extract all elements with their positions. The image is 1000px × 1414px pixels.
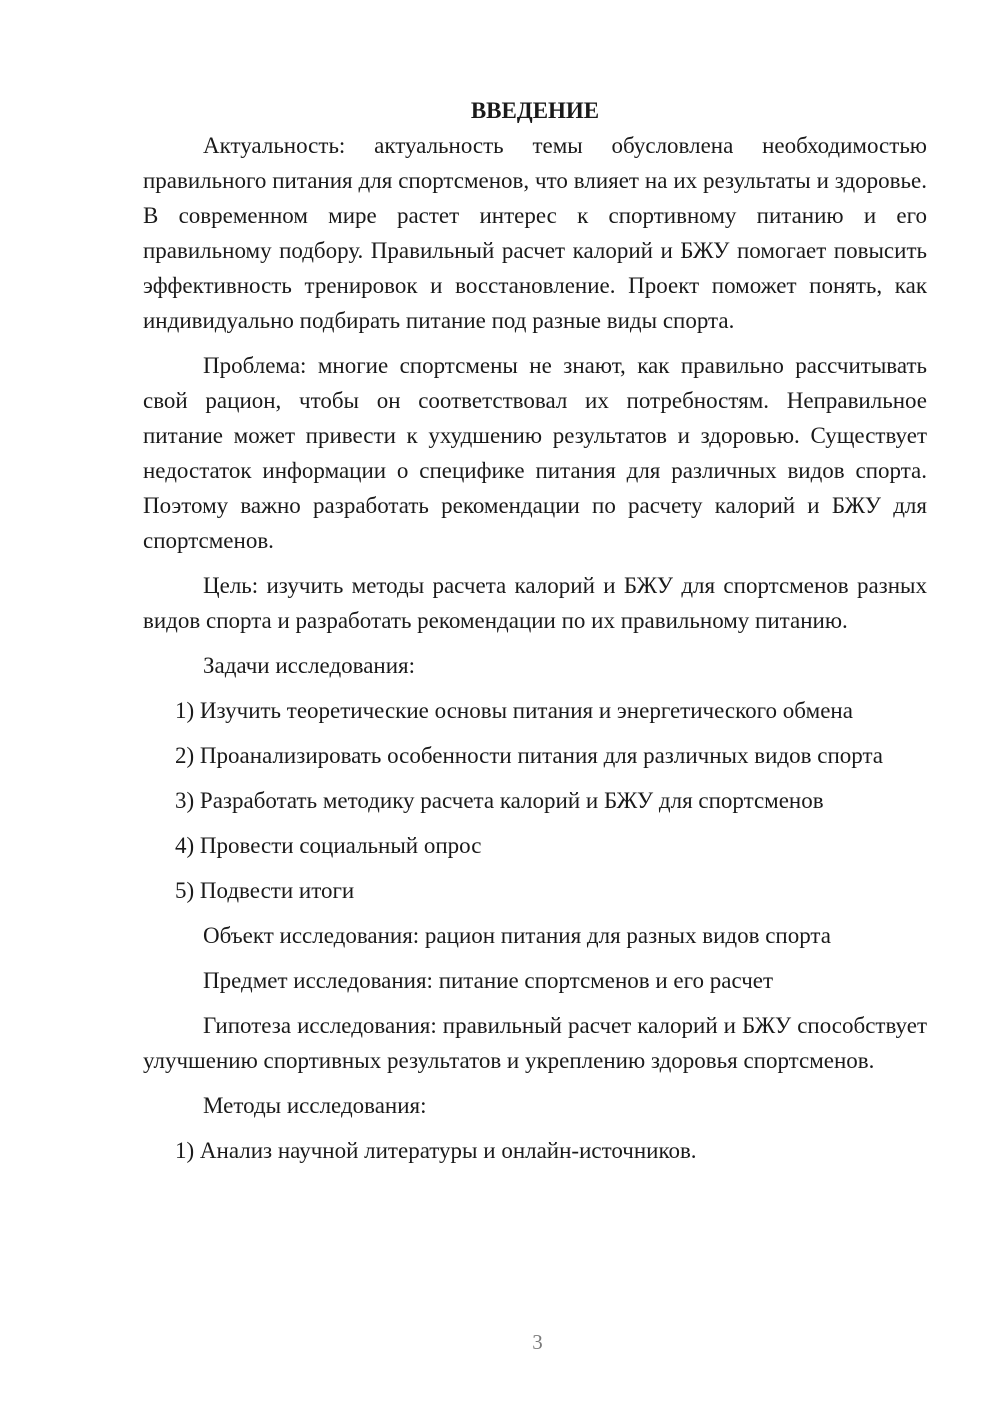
relevance-paragraph: Актуальность: актуальность темы обусловлена необходимостью правильного питания для спортсменов, что влияет на их результаты и здоровье. В современном мире растет интерес к спортивному питанию и его правильному подбору. Правильный расчет калорий и БЖУ помогает повысить эффективность тренировок и восстановление. Проект поможет понять, как индивидуально подбирать питание под разные виды спорта.: [143, 133, 927, 333]
research-subject: Предмет исследования: питание спортсменов и его расчет: [203, 968, 774, 993]
task-item: 1) Изучить теоретические основы питания и энергетического обмена: [175, 698, 853, 723]
tasks-heading: Задачи исследования:: [203, 653, 416, 678]
page-number: 3: [532, 1330, 543, 1354]
task-item: 3) Разработать методику расчета калорий и БЖУ для спортсменов: [175, 788, 824, 813]
document-body: [143, 93, 927, 1168]
research-object: Объект исследования: рацион питания для разных видов спорта: [203, 923, 831, 948]
goal-paragraph: Цель: изучить методы расчета калорий и БЖУ для спортсменов разных видов спорта и разработать рекомендации по их правильному питанию.: [143, 573, 927, 633]
hypothesis-paragraph: Гипотеза исследования: правильный расчет калорий и БЖУ способствует улучшению спортивных результатов и укреплению здоровья спортсменов.: [143, 1013, 927, 1073]
method-item: 1) Анализ научной литературы и онлайн-источников.: [175, 1138, 697, 1163]
section-title: ВВЕДЕНИЕ: [470, 98, 600, 123]
methods-heading: Методы исследования:: [203, 1093, 427, 1118]
task-item: 4) Провести социальный опрос: [175, 833, 482, 858]
task-item: 2) Проанализировать особенности питания для различных видов спорта: [175, 743, 883, 768]
problem-paragraph: Проблема: многие спортсмены не знают, как правильно рассчитывать свой рацион, чтобы он соответствовал их потребностям. Неправильное питание может привести к ухудшению результатов и здоровью. Существует недостаток информации о специфике питания для различных видов спорта. Поэтому важно разработать рекомендации по расчету калорий и БЖУ для спортсменов.: [143, 353, 927, 553]
task-item: 5) Подвести итоги: [175, 878, 355, 903]
